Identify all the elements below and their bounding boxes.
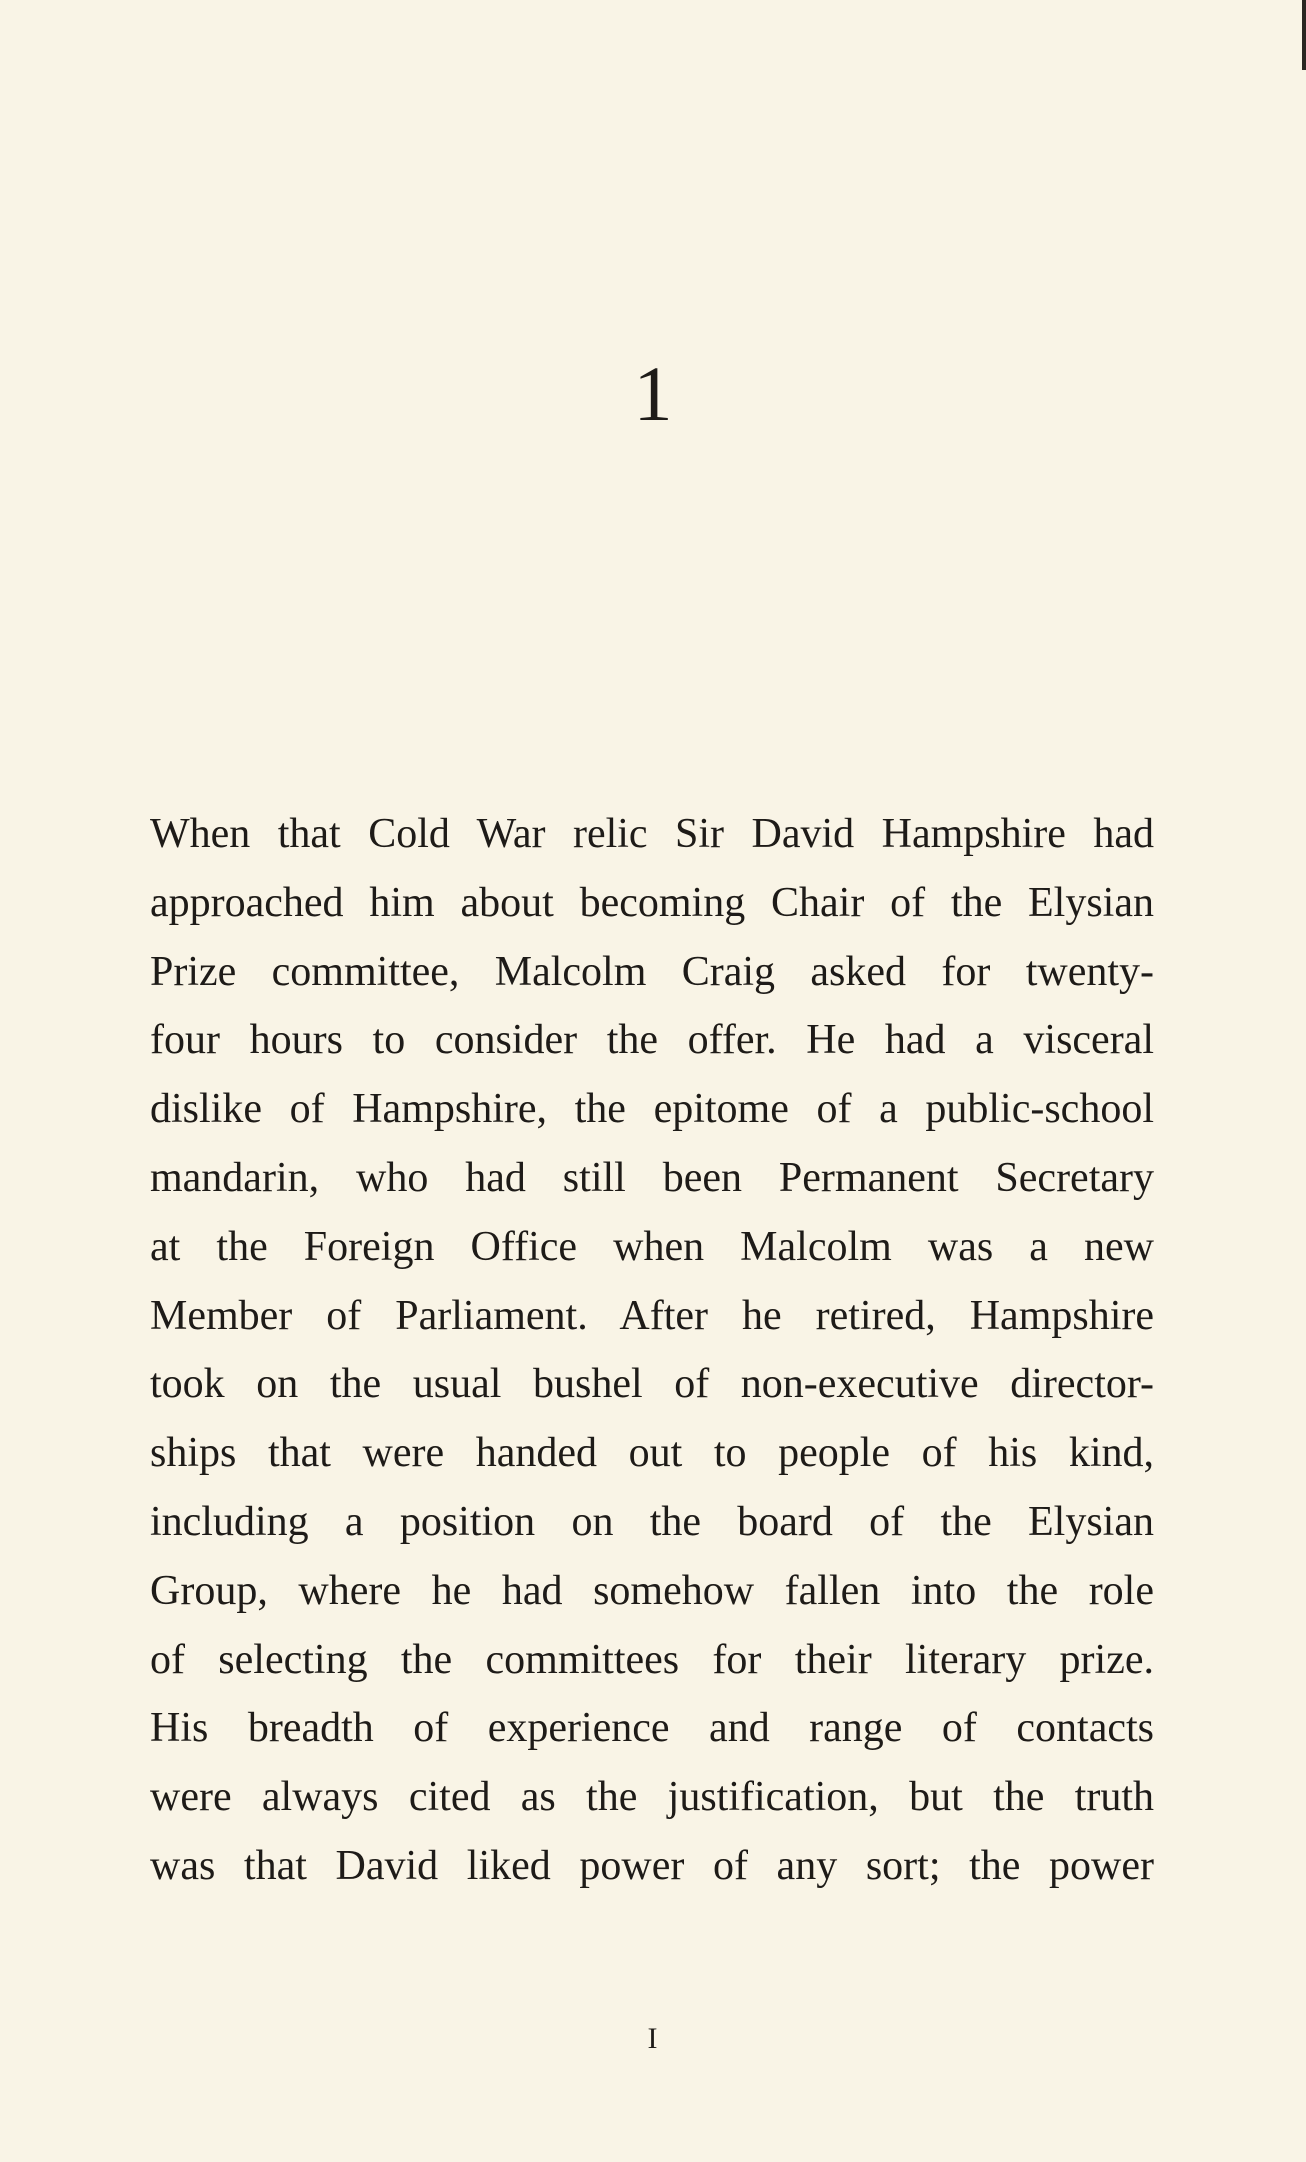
text-line: approached him about becoming Chair of the Elysian bbox=[150, 879, 1154, 926]
chapter-number: 1 bbox=[633, 350, 673, 437]
body-text bbox=[150, 800, 1154, 1901]
text-line: ships that were handed out to people of his kind, bbox=[150, 1430, 1154, 1477]
text-line: at the Foreign Office when Malcolm was a new bbox=[150, 1223, 1154, 1270]
text-line: took on the usual bushel of non-executive director- bbox=[150, 1361, 1154, 1408]
page-number: I bbox=[647, 2022, 659, 2055]
text-line: including a position on the board of the Elysian bbox=[150, 1498, 1154, 1545]
text-line: was that David liked power of any sort; the power bbox=[150, 1842, 1154, 1889]
text-line: His breadth of experience and range of contacts bbox=[150, 1705, 1154, 1752]
text-line: dislike of Hampshire, the epitome of a public-school bbox=[150, 1086, 1154, 1133]
text-line: were always cited as the justification, but the truth bbox=[150, 1774, 1154, 1821]
text-line: Prize committee, Malcolm Craig asked for twenty- bbox=[150, 948, 1154, 995]
text-line: mandarin, who had still been Permanent Secretary bbox=[150, 1154, 1154, 1201]
page-edge-mark bbox=[1302, 0, 1306, 70]
text-line: four hours to consider the offer. He had a visceral bbox=[150, 1017, 1154, 1064]
text-line: Group, where he had somehow fallen into the role bbox=[150, 1567, 1154, 1614]
text-line: of selecting the committees for their literary prize. bbox=[150, 1636, 1154, 1683]
text-line: When that Cold War relic Sir David Hampshire had bbox=[150, 811, 1154, 857]
text-line: Member of Parliament. After he retired, Hampshire bbox=[150, 1292, 1154, 1339]
